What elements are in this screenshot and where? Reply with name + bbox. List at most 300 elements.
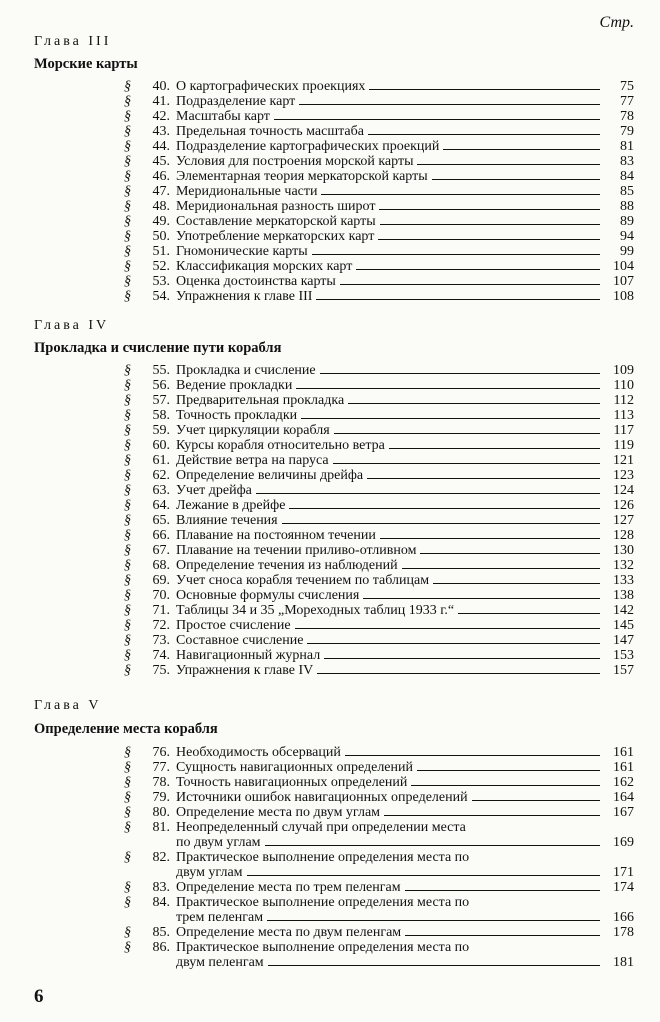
section-sign: §: [124, 790, 131, 805]
page-number: 119: [613, 438, 634, 453]
page-number: 169: [613, 835, 634, 850]
section-number: 46.: [152, 169, 170, 184]
section-title: [176, 775, 604, 790]
section-title-line1: Неопределенный случай при определении места: [176, 820, 466, 835]
toc-entry: [0, 925, 660, 940]
section-title-line1: Практическое выполнение определения места по: [176, 850, 470, 865]
section-sign: §: [124, 274, 131, 289]
section-title-text: Предельная точность масштаба: [176, 124, 364, 139]
section-title-text: Необходимость обсерваций: [176, 745, 341, 760]
page-number: 83: [620, 154, 634, 169]
page-number: 109: [613, 363, 634, 378]
toc-entry: [0, 289, 660, 304]
leader-line: [295, 628, 600, 629]
leader-line: [274, 119, 600, 120]
leader-line: [307, 643, 600, 644]
leader-line: [405, 890, 600, 891]
section-title: [176, 199, 604, 214]
section-title: [176, 663, 604, 678]
section-sign: §: [124, 558, 131, 573]
toc-entry: [0, 363, 660, 378]
section-title: [176, 378, 604, 393]
leader-line: [411, 785, 600, 786]
page-number: 117: [613, 423, 634, 438]
section-title-text: Употребление меркаторских карт: [176, 229, 375, 244]
page-number: 153: [613, 648, 634, 663]
section-title: [176, 558, 604, 573]
section-number: 71.: [152, 603, 170, 618]
section-title: [176, 820, 604, 850]
page-number: 132: [613, 558, 634, 573]
section-title: [176, 244, 604, 259]
section-title: [176, 573, 604, 588]
section-number: 65.: [152, 513, 170, 528]
section-title: [176, 229, 604, 244]
toc-entry: [0, 139, 660, 154]
section-number: 70.: [152, 588, 170, 603]
leader-line: [334, 433, 600, 434]
leader-line: [380, 224, 600, 225]
toc-entry: [0, 775, 660, 790]
section-title-text: Условия для построения морской карты: [176, 154, 414, 169]
leader-line: [296, 388, 600, 389]
section-sign: §: [124, 618, 131, 633]
section-title: [176, 925, 604, 940]
leader-line: [443, 149, 600, 150]
section-sign: §: [124, 378, 131, 393]
section-title: [176, 790, 604, 805]
section-number: 82.: [152, 850, 170, 865]
section-number: 67.: [152, 543, 170, 558]
section-sign: §: [124, 513, 131, 528]
chapter-heading-3: Глава III: [34, 34, 112, 49]
section-title-text: Сущность навигационных определений: [176, 760, 414, 775]
leader-line: [369, 89, 600, 90]
section-sign: §: [124, 603, 131, 618]
toc-entry: [0, 169, 660, 184]
section-title-text: Плавание на течении приливо-отливном: [176, 543, 417, 558]
section-number: 59.: [152, 423, 170, 438]
section-sign: §: [124, 214, 131, 229]
section-title: [176, 363, 604, 378]
section-sign: §: [124, 528, 131, 543]
section-title-text: Учет дрейфа: [176, 483, 252, 498]
section-title-text: Простое счисление: [176, 618, 291, 633]
section-title-text: Действие ветра на паруса: [176, 453, 329, 468]
section-sign: §: [124, 169, 131, 184]
section-sign: §: [124, 663, 131, 678]
section-title-text: Оценка достоинства карты: [176, 274, 336, 289]
toc-entry: [0, 573, 660, 588]
toc-entry: [0, 498, 660, 513]
section-number: 51.: [152, 244, 170, 259]
leader-line: [405, 935, 600, 936]
section-number: 76.: [152, 745, 170, 760]
toc-entry: [0, 259, 660, 274]
page-number: 94: [620, 229, 634, 244]
section-title: [176, 603, 604, 618]
section-title-text: Подразделение картографических проекций: [176, 139, 440, 154]
page-folio: 6: [34, 986, 44, 1007]
page-number: 77: [620, 94, 634, 109]
section-number: 75.: [152, 663, 170, 678]
page-number: 78: [620, 109, 634, 124]
section-sign: §: [124, 363, 131, 378]
section-number: 41.: [152, 94, 170, 109]
section-title: [176, 513, 604, 528]
toc-entry: [0, 94, 660, 109]
toc-list-chapter-3: [0, 79, 660, 304]
section-sign: §: [124, 775, 131, 790]
section-title: [176, 169, 604, 184]
section-title: [176, 633, 604, 648]
section-number: 64.: [152, 498, 170, 513]
toc-entry: [0, 453, 660, 468]
section-sign: §: [124, 468, 131, 483]
section-sign: §: [124, 648, 131, 663]
leader-line: [247, 875, 600, 876]
section-sign: §: [124, 760, 131, 775]
toc-entry: [0, 663, 660, 678]
leader-line: [432, 179, 600, 180]
toc-entry: [0, 760, 660, 775]
section-sign: §: [124, 880, 131, 895]
section-number: 79.: [152, 790, 170, 805]
page-number: 84: [620, 169, 634, 184]
section-title: [176, 79, 604, 94]
toc-entry: [0, 199, 660, 214]
page-number: 81: [620, 139, 634, 154]
leader-line: [389, 448, 600, 449]
section-sign: §: [124, 94, 131, 109]
section-sign: §: [124, 588, 131, 603]
section-sign: §: [124, 154, 131, 169]
toc-entry: [0, 124, 660, 139]
page-number: 99: [620, 244, 634, 259]
section-number: 48.: [152, 199, 170, 214]
section-number: 63.: [152, 483, 170, 498]
page-number: 145: [613, 618, 634, 633]
page-number: 130: [613, 543, 634, 558]
section-title: [176, 214, 604, 229]
page-number: 178: [613, 925, 634, 940]
chapter-heading-5: Глава V: [34, 698, 102, 713]
page-number: 142: [613, 603, 634, 618]
section-title-text: Точность навигационных определений: [176, 775, 408, 790]
leader-line: [356, 269, 600, 270]
section-title: [176, 543, 604, 558]
section-title-text: Навигационный журнал: [176, 648, 321, 663]
section-title: [176, 438, 604, 453]
section-title-text: Основные формулы счисления: [176, 588, 360, 603]
section-title: [176, 940, 604, 970]
toc-entry: [0, 558, 660, 573]
section-title: [176, 408, 604, 423]
section-number: 68.: [152, 558, 170, 573]
page-number: 104: [613, 259, 634, 274]
section-number: 57.: [152, 393, 170, 408]
page-number: 133: [613, 573, 634, 588]
section-title: [176, 259, 604, 274]
section-title: [176, 618, 604, 633]
page-number: 147: [613, 633, 634, 648]
section-number: 66.: [152, 528, 170, 543]
section-title-line2: двум углам: [176, 865, 243, 880]
page-number: 89: [620, 214, 634, 229]
leader-line: [256, 493, 600, 494]
page-number: 157: [613, 663, 634, 678]
toc-entry: [0, 79, 660, 94]
section-title: [176, 880, 604, 895]
toc-entry: [0, 468, 660, 483]
page-number: 161: [613, 745, 634, 760]
section-number: 49.: [152, 214, 170, 229]
section-title: [176, 154, 604, 169]
page-number: 88: [620, 199, 634, 214]
section-number: 77.: [152, 760, 170, 775]
section-title-text: Меридиональная разность широт: [176, 199, 376, 214]
section-title-text: Определение места по двум пеленгам: [176, 925, 402, 940]
leader-line: [345, 755, 600, 756]
toc-list-chapter-4: [0, 363, 660, 678]
section-title: [176, 850, 604, 880]
section-sign: §: [124, 543, 131, 558]
toc-entry: [0, 588, 660, 603]
section-title-text: Определение течения из наблюдений: [176, 558, 398, 573]
section-title-text: Упражнения к главе IV: [176, 663, 314, 678]
section-number: 69.: [152, 573, 170, 588]
leader-line: [384, 815, 600, 816]
page-number: 75: [620, 79, 634, 94]
leader-line: [417, 770, 600, 771]
toc-entry: [0, 274, 660, 289]
leader-line: [379, 209, 600, 210]
page-number: 164: [613, 790, 634, 805]
leader-line: [472, 800, 600, 801]
section-number: 42.: [152, 109, 170, 124]
toc-entry: [0, 528, 660, 543]
toc-entry: [0, 895, 660, 925]
page-number: 171: [613, 865, 634, 880]
section-number: 56.: [152, 378, 170, 393]
section-title: [176, 453, 604, 468]
section-number: 55.: [152, 363, 170, 378]
section-title-line1: Практическое выполнение определения места по: [176, 895, 470, 910]
leader-line: [321, 194, 600, 195]
page-number: 107: [613, 274, 634, 289]
section-title-text: Подразделение карт: [176, 94, 296, 109]
section-title-text: Элементарная теория меркаторской карты: [176, 169, 428, 184]
leader-line: [301, 418, 600, 419]
section-number: 62.: [152, 468, 170, 483]
section-sign: §: [124, 850, 131, 865]
section-sign: §: [124, 805, 131, 820]
page-number: 112: [613, 393, 634, 408]
section-title-text: Упражнения к главе III: [176, 289, 313, 304]
section-title-text: Лежание в дрейфе: [176, 498, 286, 513]
toc-entry: [0, 109, 660, 124]
section-sign: §: [124, 229, 131, 244]
toc-entry: [0, 745, 660, 760]
toc-entry: [0, 880, 660, 895]
section-number: 83.: [152, 880, 170, 895]
section-title-text: Определение величины дрейфа: [176, 468, 364, 483]
section-number: 54.: [152, 289, 170, 304]
page-number: 162: [613, 775, 634, 790]
chapter-heading-4: Глава IV: [34, 318, 110, 333]
section-title-text: Влияние течения: [176, 513, 278, 528]
section-title-line2: по двум углам: [176, 835, 261, 850]
section-sign: §: [124, 184, 131, 199]
page-column-label: Стр.: [599, 14, 634, 31]
leader-line: [316, 299, 600, 300]
toc-entry: [0, 423, 660, 438]
section-number: 44.: [152, 139, 170, 154]
section-title-text: Определение места по двум углам: [176, 805, 381, 820]
leader-line: [363, 598, 600, 599]
section-sign: §: [124, 408, 131, 423]
leader-line: [299, 104, 600, 105]
page-number: 123: [613, 468, 634, 483]
page-number: 126: [613, 498, 634, 513]
section-title-text: Таблицы 34 и 35 „Мореходных таблиц 1933 г.“: [176, 603, 455, 618]
toc-entry: [0, 648, 660, 663]
leader-line: [420, 553, 600, 554]
section-title-text: Курсы корабля относительно ветра: [176, 438, 385, 453]
section-title-text: Учет сноса корабля течением по таблицам: [176, 573, 430, 588]
page-number: 128: [613, 528, 634, 543]
section-number: 45.: [152, 154, 170, 169]
page-number: 110: [613, 378, 634, 393]
section-sign: §: [124, 940, 131, 955]
page-number: 161: [613, 760, 634, 775]
section-title: [176, 124, 604, 139]
section-title-text: Прокладка и счисление: [176, 363, 316, 378]
section-number: 72.: [152, 618, 170, 633]
section-title-text: Плавание на постоянном течении: [176, 528, 376, 543]
page-number: 113: [613, 408, 634, 423]
section-sign: §: [124, 745, 131, 760]
section-sign: §: [124, 820, 131, 835]
leader-line: [324, 658, 600, 659]
section-title-text: Классификация морских карт: [176, 259, 353, 274]
section-sign: §: [124, 895, 131, 910]
toc-entry: [0, 603, 660, 618]
section-title: [176, 274, 604, 289]
toc-entry: [0, 820, 660, 850]
page-number: 174: [613, 880, 634, 895]
page-number: 124: [613, 483, 634, 498]
section-title-text: Точность прокладки: [176, 408, 298, 423]
section-number: 86.: [152, 940, 170, 955]
section-title: [176, 745, 604, 760]
section-title: [176, 393, 604, 408]
section-title-text: Гномонические карты: [176, 244, 308, 259]
section-number: 53.: [152, 274, 170, 289]
section-number: 58.: [152, 408, 170, 423]
leader-line: [378, 239, 600, 240]
toc-entry: [0, 543, 660, 558]
section-sign: §: [124, 244, 131, 259]
leader-line: [417, 164, 600, 165]
section-number: 85.: [152, 925, 170, 940]
section-title: [176, 109, 604, 124]
toc-entry: [0, 244, 660, 259]
leader-line: [317, 673, 600, 674]
section-title-line2: трем пеленгам: [176, 910, 264, 925]
section-title: [176, 895, 604, 925]
section-sign: §: [124, 423, 131, 438]
toc-entry: [0, 850, 660, 880]
leader-line: [267, 920, 600, 921]
section-sign: §: [124, 259, 131, 274]
leader-line: [289, 508, 600, 509]
section-number: 80.: [152, 805, 170, 820]
section-number: 52.: [152, 259, 170, 274]
section-number: 50.: [152, 229, 170, 244]
section-sign: §: [124, 633, 131, 648]
chapter-title-3: Морские карты: [34, 56, 138, 72]
section-number: 81.: [152, 820, 170, 835]
toc-entry: [0, 378, 660, 393]
leader-line: [380, 538, 600, 539]
leader-line: [265, 845, 600, 846]
toc-entry: [0, 438, 660, 453]
section-sign: §: [124, 199, 131, 214]
leader-line: [367, 478, 600, 479]
leader-line: [433, 583, 600, 584]
page-number: 138: [613, 588, 634, 603]
section-sign: §: [124, 79, 131, 94]
section-number: 61.: [152, 453, 170, 468]
leader-line: [458, 613, 600, 614]
leader-line: [402, 568, 600, 569]
section-number: 74.: [152, 648, 170, 663]
leader-line: [340, 284, 600, 285]
leader-line: [348, 403, 600, 404]
section-title: [176, 94, 604, 109]
section-sign: §: [124, 393, 131, 408]
page-number: 79: [620, 124, 634, 139]
leader-line: [320, 373, 600, 374]
leader-line: [333, 463, 600, 464]
section-title: [176, 760, 604, 775]
toc-entry: [0, 940, 660, 970]
section-sign: §: [124, 109, 131, 124]
section-title: [176, 289, 604, 304]
section-sign: §: [124, 498, 131, 513]
page-number: 85: [620, 184, 634, 199]
toc-entry: [0, 633, 660, 648]
section-number: 47.: [152, 184, 170, 199]
section-sign: §: [124, 483, 131, 498]
section-title: [176, 528, 604, 543]
section-title: [176, 588, 604, 603]
section-title: [176, 805, 604, 820]
section-sign: §: [124, 573, 131, 588]
page-number: 127: [613, 513, 634, 528]
section-number: 43.: [152, 124, 170, 139]
chapter-title-4: Прокладка и счисление пути корабля: [34, 340, 282, 356]
section-title: [176, 184, 604, 199]
page-number: 108: [613, 289, 634, 304]
section-sign: §: [124, 925, 131, 940]
leader-line: [312, 254, 600, 255]
section-sign: §: [124, 438, 131, 453]
section-title-line1: Практическое выполнение определения места по: [176, 940, 470, 955]
section-title: [176, 483, 604, 498]
section-title-text: Составное счисление: [176, 633, 304, 648]
